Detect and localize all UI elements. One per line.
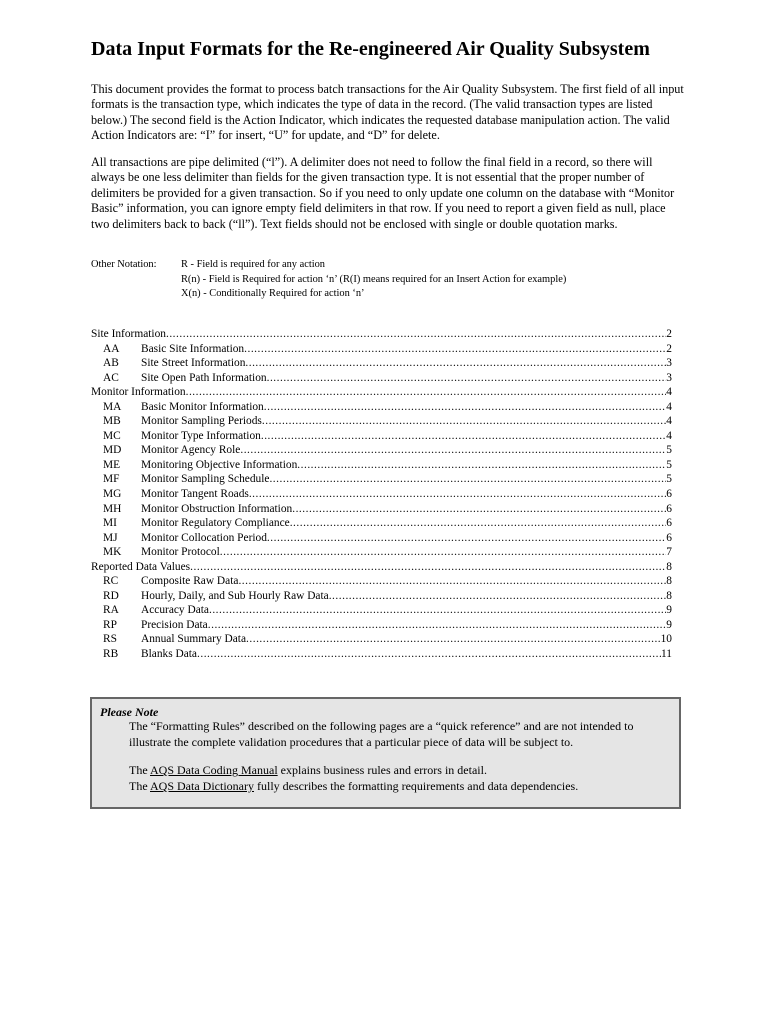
delimiter-paragraph: All transactions are pipe delimited (“l”). A delimiter does not need to follow the final field in a record, so there will always be one less delimiter than fields for the given transaction type. It is not essential that the proper number of delimiters be provided for a given transaction. So if you need to only update one column on the database with “Monitor Basic” information, you can ignore empty field delimiters in that row. If you need to report a given field as null, place two delimiters back to back (“ll”). Text fields should not be enclosed with single or double quotation marks. xyxy=(91,155,675,231)
table-of-contents xyxy=(91,327,672,662)
toc-page-number: 8 xyxy=(666,575,672,588)
toc-page-number: 5 xyxy=(666,473,672,486)
toc-entry-code: RP xyxy=(103,618,117,631)
note-heading: Please Note xyxy=(100,705,159,719)
toc-section[interactable] xyxy=(91,560,672,575)
toc-dot-leader xyxy=(208,618,667,633)
toc-page-number: 3 xyxy=(666,371,672,384)
toc-entry-rs[interactable] xyxy=(91,632,672,647)
toc-entry-code: MH xyxy=(103,502,122,515)
toc-entry-label: Blanks Data xyxy=(141,648,197,661)
toc-dot-leader xyxy=(261,429,666,444)
toc-entry-code: AA xyxy=(103,342,120,355)
toc-page-number: 6 xyxy=(666,531,672,544)
toc-dot-leader xyxy=(245,356,666,371)
toc-entry-label: Hourly, Daily, and Sub Hourly Raw Data xyxy=(141,589,329,602)
toc-entry-label: Basic Site Information xyxy=(141,342,245,355)
toc-page-number: 4 xyxy=(666,386,672,399)
toc-dot-leader xyxy=(267,371,667,386)
toc-dot-leader xyxy=(267,531,666,546)
toc-page-number: 9 xyxy=(666,604,672,617)
toc-entry-label: Monitor Tangent Roads xyxy=(141,488,249,501)
toc-entry-label: Monitor Protocol xyxy=(141,546,220,559)
toc-page-number: 5 xyxy=(666,458,672,471)
toc-page-number: 2 xyxy=(666,342,672,355)
toc-entry-ab[interactable] xyxy=(91,356,672,371)
toc-entry-mg[interactable] xyxy=(91,487,672,502)
notation-line-required: R - Field is required for any action xyxy=(181,259,325,270)
toc-dot-leader xyxy=(190,560,666,575)
toc-entry-label: Site Information xyxy=(91,328,166,340)
toc-entry-label: Monitor Obstruction Information xyxy=(141,502,293,515)
toc-entry-label: Monitor Sampling Periods xyxy=(141,415,262,428)
toc-entry-mk[interactable] xyxy=(91,545,672,560)
page-title: Data Input Formats for the Re-engineered Air Quality Subsystem xyxy=(91,38,650,60)
toc-page-number: 8 xyxy=(666,560,672,573)
toc-page-number: 5 xyxy=(666,444,672,457)
toc-entry-code: RB xyxy=(103,648,119,661)
toc-dot-leader xyxy=(264,400,667,415)
toc-page-number: 4 xyxy=(666,400,672,413)
toc-entry-mb[interactable] xyxy=(91,414,672,429)
intro-paragraph: This document provides the format to process batch transactions for the Air Quality Subsystem. The first field of all input formats is the transaction type, which indicates the type of data in the record. (The valid transaction types are listed below.) The second field is the Action Indicator, which indicates the requested database manipulation action. The valid Action Indicators are: “I” for insert, “U” for update, and “D” for delete. xyxy=(91,82,684,143)
toc-entry-label: Site Street Information xyxy=(141,357,246,370)
toc-entry-label: Basic Monitor Information xyxy=(141,400,264,413)
toc-entry-code: RS xyxy=(103,633,117,646)
toc-entry-code: MD xyxy=(103,444,122,457)
toc-entry-code: RD xyxy=(103,589,119,602)
toc-entry-rd[interactable] xyxy=(91,589,672,604)
note-data-dictionary-suffix: fully describes the formatting requirements and data dependencies. xyxy=(253,779,579,793)
note-data-dictionary-prefix: The xyxy=(129,779,150,793)
toc-entry-ma[interactable] xyxy=(91,400,672,415)
toc-entry-label: Monitor Information xyxy=(91,386,186,399)
toc-entry-code: MC xyxy=(103,429,121,442)
toc-entry-code: RC xyxy=(103,575,119,588)
toc-dot-leader xyxy=(244,342,666,357)
toc-entry-rb[interactable] xyxy=(91,647,672,662)
notation-line-conditional: X(n) - Conditionally Required for action ‘n’ xyxy=(181,288,365,299)
note-formatting-rules-text: The “Formatting Rules” described on the following pages are a “quick reference” and are not intended to illustrate the complete validation procedures that a particular piece of data will be subject to. xyxy=(129,719,634,749)
toc-entry-label: Precision Data xyxy=(141,618,208,631)
toc-page-number: 11 xyxy=(661,648,672,661)
toc-entry-label: Reported Data Values xyxy=(91,560,191,573)
toc-entry-label: Monitor Collocation Period xyxy=(141,531,267,544)
toc-page-number: 8 xyxy=(666,589,672,602)
toc-entry-label: Composite Raw Data xyxy=(141,575,239,588)
toc-entry-code: MI xyxy=(103,517,117,530)
toc-dot-leader xyxy=(269,472,666,487)
toc-entry-rp[interactable] xyxy=(91,618,672,633)
toc-page-number: 6 xyxy=(666,517,672,530)
toc-entry-label: Monitor Agency Role xyxy=(141,444,241,457)
toc-section[interactable] xyxy=(91,327,672,342)
toc-entry-label: Monitor Regulatory Compliance xyxy=(141,517,290,530)
toc-dot-leader xyxy=(166,327,666,342)
toc-page-number: 9 xyxy=(666,618,672,631)
toc-page-number: 4 xyxy=(666,415,672,428)
toc-entry-code: MA xyxy=(103,400,122,413)
toc-dot-leader xyxy=(297,458,666,473)
toc-page-number: 6 xyxy=(666,502,672,515)
note-coding-manual-prefix: The xyxy=(129,763,150,777)
toc-entry-mh[interactable] xyxy=(91,502,672,517)
toc-entry-label: Monitor Sampling Schedule xyxy=(141,473,270,486)
toc-entry-ra[interactable] xyxy=(91,603,672,618)
toc-entry-mj[interactable] xyxy=(91,531,672,546)
toc-entry-code: AC xyxy=(103,371,119,384)
toc-entry-label: Annual Summary Data xyxy=(141,633,247,646)
toc-entry-aa[interactable] xyxy=(91,342,672,357)
toc-dot-leader xyxy=(290,516,667,531)
toc-section[interactable] xyxy=(91,385,672,400)
toc-page-number: 4 xyxy=(666,429,672,442)
notation-line-required-for-action: R(n) - Field is Required for action ‘n’ (R(I) means required for an Insert Action for example) xyxy=(181,273,567,285)
notation-list xyxy=(181,258,701,302)
toc-dot-leader xyxy=(246,632,661,647)
toc-dot-leader xyxy=(209,603,666,618)
toc-entry-me[interactable] xyxy=(91,458,672,473)
toc-dot-leader xyxy=(186,385,667,400)
toc-page-number: 2 xyxy=(666,328,672,340)
toc-entry-code: MF xyxy=(103,473,120,486)
toc-dot-leader xyxy=(240,443,666,458)
toc-entry-ac[interactable] xyxy=(91,371,672,386)
toc-entry-mi[interactable] xyxy=(91,516,672,531)
toc-dot-leader xyxy=(220,545,667,560)
toc-entry-code: RA xyxy=(103,604,119,617)
aqs-data-dictionary-link[interactable]: AQS Data Dictionary xyxy=(150,779,254,793)
toc-entry-code: MJ xyxy=(103,531,118,544)
toc-entry-label: Accuracy Data xyxy=(141,604,209,617)
toc-entry-code: MK xyxy=(103,546,122,559)
toc-dot-leader xyxy=(262,414,666,429)
toc-entry-label: Monitoring Objective Information xyxy=(141,458,298,471)
toc-page-number: 7 xyxy=(666,546,672,559)
toc-dot-leader xyxy=(197,647,661,662)
toc-entry-mc[interactable] xyxy=(91,429,672,444)
toc-entry-label: Site Open Path Information xyxy=(141,371,267,384)
please-note-box xyxy=(90,697,681,809)
toc-entry-mf[interactable] xyxy=(91,472,672,487)
toc-dot-leader xyxy=(238,574,666,589)
toc-page-number: 10 xyxy=(660,633,672,646)
note-coding-manual-suffix: explains business rules and errors in detail. xyxy=(277,763,487,777)
toc-entry-label: Monitor Type Information xyxy=(141,429,261,442)
notation-label: Other Notation: xyxy=(91,259,157,270)
toc-entry-rc[interactable] xyxy=(91,574,672,589)
toc-entry-code: MG xyxy=(103,488,122,501)
note-data-dictionary-text xyxy=(129,779,674,795)
aqs-data-coding-manual-link[interactable]: AQS Data Coding Manual xyxy=(150,763,278,777)
toc-entry-md[interactable] xyxy=(91,443,672,458)
toc-page-number: 3 xyxy=(666,357,672,370)
toc-dot-leader xyxy=(249,487,666,502)
toc-entry-code: AB xyxy=(103,357,119,370)
toc-page-number: 6 xyxy=(666,488,672,501)
toc-entry-code: MB xyxy=(103,415,121,428)
toc-entry-code: ME xyxy=(103,458,121,471)
toc-dot-leader xyxy=(292,502,666,517)
note-coding-manual-text xyxy=(129,763,674,779)
toc-dot-leader xyxy=(329,589,667,604)
